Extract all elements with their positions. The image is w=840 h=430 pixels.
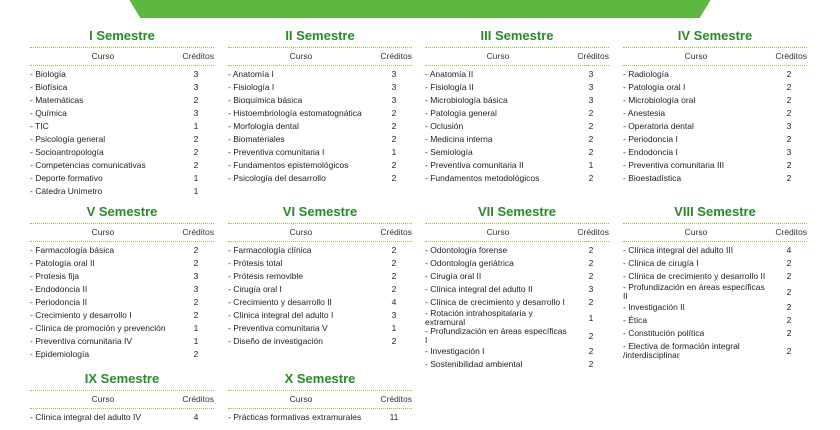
course-credits: 2 — [588, 359, 594, 369]
course-name: - Deporte formativo — [30, 173, 103, 183]
dotted-divider — [30, 47, 214, 48]
course-row — [623, 133, 807, 146]
course-name: - Odontología geriátrica — [425, 258, 514, 268]
course-row — [228, 68, 412, 81]
course-credits: 2 — [391, 336, 397, 346]
course-credits: 2 — [193, 134, 199, 144]
semester-block — [623, 27, 807, 185]
column-course-header: Curso — [684, 51, 708, 61]
course-row — [228, 107, 412, 120]
course-row — [623, 244, 807, 257]
column-credits-header: Créditos — [380, 227, 412, 237]
course-row — [30, 146, 214, 159]
course-row — [425, 270, 609, 283]
course-name: - Periodoncia II — [30, 297, 88, 307]
course-name: - Clínica integral del adulto I — [228, 310, 334, 320]
semester-block — [425, 203, 609, 371]
course-credits: 3 — [786, 147, 792, 157]
course-credits: 2 — [588, 297, 594, 307]
column-credits-header: Créditos — [380, 51, 412, 61]
course-row — [30, 257, 214, 270]
course-row — [623, 327, 807, 340]
course-row — [228, 94, 412, 107]
course-credits: 2 — [786, 328, 792, 338]
course-credits: 2 — [588, 121, 594, 131]
course-credits: 2 — [786, 95, 792, 105]
course-row — [425, 283, 609, 296]
course-name: - Prótesis removible — [228, 271, 304, 281]
course-row — [425, 257, 609, 270]
course-credits: 2 — [786, 134, 792, 144]
course-row — [30, 94, 214, 107]
header-banner — [116, 0, 724, 18]
course-name: - Clínica de promoción y prevención — [30, 323, 166, 333]
course-name: - Constitución política — [623, 328, 705, 338]
column-credits-header: Créditos — [182, 394, 214, 404]
course-credits: 3 — [391, 310, 397, 320]
course-credits: 1 — [391, 323, 397, 333]
course-row — [623, 68, 807, 81]
course-credits: 3 — [588, 284, 594, 294]
course-name: - Preventiva comunitaria IV — [30, 336, 133, 346]
dotted-divider — [30, 408, 214, 409]
course-row — [30, 296, 214, 309]
course-name: - Química — [30, 108, 67, 118]
column-course-header: Curso — [289, 227, 313, 237]
course-credits: 2 — [786, 286, 792, 297]
course-row — [228, 81, 412, 94]
course-name: - Epidemiología — [30, 349, 90, 359]
dotted-divider — [30, 223, 214, 224]
dotted-divider — [30, 241, 214, 242]
dotted-divider — [623, 47, 807, 48]
dotted-divider — [30, 390, 214, 391]
course-row — [623, 314, 807, 327]
course-name: - Radiología — [623, 69, 669, 79]
column-credits-header: Créditos — [577, 227, 609, 237]
course-row — [623, 120, 807, 133]
course-credits: 1 — [193, 121, 199, 131]
table-header — [425, 226, 609, 239]
course-row — [623, 146, 807, 159]
course-name: - Bioestadística — [623, 173, 682, 183]
course-name: - Preventiva comunitaria III — [623, 160, 725, 170]
course-credits: 2 — [193, 147, 199, 157]
course-name: - Psicología general — [30, 134, 106, 144]
column-course-header: Curso — [289, 51, 313, 61]
semester-title: X Semestre — [284, 371, 356, 386]
course-name: - Clínica de crecimiento y desarrollo I — [425, 297, 565, 307]
course-credits: 3 — [391, 95, 397, 105]
course-name: - Microbiología oral — [623, 95, 696, 105]
course-credits: 3 — [786, 121, 792, 131]
course-name: - Endodoncia I — [623, 147, 678, 157]
course-name: - Fisiología II — [425, 82, 474, 92]
course-name: - Investigación II — [623, 302, 685, 312]
course-credits: 2 — [588, 173, 594, 183]
course-row — [425, 358, 609, 371]
column-course-header: Curso — [91, 394, 115, 404]
course-name: - Patología oral II — [30, 258, 95, 268]
course-row — [228, 120, 412, 133]
course-credits: 2 — [391, 258, 397, 268]
semester-title: VIII Semestre — [674, 204, 756, 219]
course-name: - Ética — [623, 315, 648, 325]
course-credits: 3 — [588, 82, 594, 92]
course-name: - Farmacología básica — [30, 245, 115, 255]
course-row — [425, 159, 609, 172]
course-row — [30, 283, 214, 296]
course-credits: 2 — [588, 346, 594, 356]
table-header — [425, 50, 609, 63]
course-row — [623, 81, 807, 94]
course-row — [228, 146, 412, 159]
semester-title: III Semestre — [480, 28, 554, 43]
course-name: - Anatomía II — [425, 69, 474, 79]
course-row — [623, 301, 807, 314]
column-course-header: Curso — [91, 227, 115, 237]
semester-block — [30, 27, 214, 198]
semester-title: V Semestre — [86, 204, 158, 219]
course-credits: 2 — [786, 315, 792, 325]
column-course-header: Curso — [289, 394, 313, 404]
course-row — [425, 81, 609, 94]
course-row — [228, 244, 412, 257]
course-name: - Morfología dental — [228, 121, 299, 131]
course-row — [30, 172, 214, 185]
table-header — [30, 226, 214, 239]
course-name: - Competencias comunicativas — [30, 160, 146, 170]
column-course-header: Curso — [486, 227, 510, 237]
course-row — [425, 309, 609, 327]
course-credits: 1 — [193, 323, 199, 333]
course-credits: 2 — [786, 108, 792, 118]
column-credits-header: Créditos — [182, 227, 214, 237]
course-credits: 2 — [391, 160, 397, 170]
course-credits: 2 — [391, 108, 397, 118]
course-credits: 2 — [786, 160, 792, 170]
course-credits: 1 — [588, 312, 594, 323]
course-row — [623, 340, 807, 362]
course-credits: 2 — [193, 297, 199, 307]
course-name: - Patología general — [425, 108, 497, 118]
course-row — [30, 120, 214, 133]
course-row — [425, 244, 609, 257]
dotted-divider — [623, 241, 807, 242]
course-name: - Biofísica — [30, 82, 68, 92]
column-credits-header: Créditos — [182, 51, 214, 61]
course-row — [623, 283, 807, 301]
course-name: - Endodoncia II — [30, 284, 88, 294]
course-name: - Clínica integral del adulto III — [623, 245, 734, 255]
course-credits: 2 — [588, 330, 594, 341]
course-credits: 2 — [588, 108, 594, 118]
course-credits: 2 — [786, 345, 792, 356]
course-credits: 2 — [588, 258, 594, 268]
course-row — [30, 322, 214, 335]
course-row — [228, 257, 412, 270]
course-row — [623, 159, 807, 172]
dotted-divider — [425, 223, 609, 224]
course-credits: 1 — [588, 160, 594, 170]
course-name: - Microbiología básica — [425, 95, 508, 105]
course-credits: 2 — [193, 245, 199, 255]
course-credits: 3 — [391, 82, 397, 92]
course-credits: 2 — [588, 134, 594, 144]
course-name: - Fundamentos metodológicos — [425, 173, 540, 183]
course-name: - Biología — [30, 69, 66, 79]
course-credits: 1 — [391, 147, 397, 157]
dotted-divider — [228, 47, 412, 48]
course-row — [425, 146, 609, 159]
course-credits: 2 — [588, 271, 594, 281]
course-credits: 2 — [193, 349, 199, 359]
course-credits: 1 — [193, 173, 199, 183]
course-row — [623, 172, 807, 185]
semester-title: IX Semestre — [84, 371, 160, 386]
course-row — [30, 68, 214, 81]
course-row — [30, 335, 214, 348]
course-credits: 2 — [786, 271, 792, 281]
course-credits: 2 — [391, 284, 397, 294]
course-name: - Histoembriología estomatognática — [228, 108, 362, 118]
course-credits: 2 — [193, 310, 199, 320]
course-name: - Fisiología I — [228, 82, 275, 92]
course-row — [228, 309, 412, 322]
course-row — [30, 133, 214, 146]
course-name: - Prótesis total — [228, 258, 283, 268]
dotted-divider — [30, 65, 214, 66]
course-credits: 2 — [391, 121, 397, 131]
table-header — [623, 226, 807, 239]
course-credits: 2 — [786, 258, 792, 268]
course-name: - Cátedra Unimetro — [30, 186, 103, 196]
course-row — [425, 172, 609, 185]
semester-title: VII Semestre — [477, 204, 557, 219]
dotted-divider — [425, 65, 609, 66]
course-credits: 4 — [786, 245, 792, 255]
course-row — [30, 270, 214, 283]
course-row — [30, 309, 214, 322]
course-row — [425, 345, 609, 358]
course-name: - Preventiva comunitaria II — [425, 160, 524, 170]
course-name: - Clínica integral del adulto II — [425, 284, 533, 294]
semester-title: I Semestre — [89, 28, 155, 43]
semester-title: IV Semestre — [677, 28, 753, 43]
course-credits: 3 — [588, 69, 594, 79]
course-name: - Oclusión — [425, 121, 464, 131]
course-credits: 2 — [391, 271, 397, 281]
course-credits: 3 — [391, 69, 397, 79]
dotted-divider — [623, 65, 807, 66]
course-name: - Anatomía I — [228, 69, 274, 79]
course-row — [30, 159, 214, 172]
course-name: - Investigación I — [425, 346, 485, 356]
course-row — [425, 133, 609, 146]
course-row — [228, 270, 412, 283]
column-credits-header: Créditos — [577, 51, 609, 61]
course-name: - Rotación intrahospitalaria y extramural — [425, 308, 533, 327]
course-credits: 1 — [193, 336, 199, 346]
course-row — [425, 327, 609, 345]
course-credits: 2 — [193, 160, 199, 170]
course-credits: 4 — [391, 297, 397, 307]
course-credits: 2 — [786, 69, 792, 79]
course-row — [425, 68, 609, 81]
course-name: - Matemáticas — [30, 95, 84, 105]
dotted-divider — [228, 241, 412, 242]
course-name: - Prácticas formativas extramurales — [228, 412, 362, 422]
column-credits-header: Créditos — [775, 51, 807, 61]
course-row — [30, 244, 214, 257]
course-name: - Sostenibilidad ambiental — [425, 359, 523, 369]
course-name: - Protesis fija — [30, 271, 80, 281]
column-course-header: Curso — [486, 51, 510, 61]
course-row — [30, 81, 214, 94]
course-name: - Periodoncia I — [623, 134, 678, 144]
course-row — [623, 107, 807, 120]
column-credits-header: Créditos — [380, 394, 412, 404]
dotted-divider — [228, 65, 412, 66]
course-row — [425, 107, 609, 120]
course-name: - Cirugía oral II — [425, 271, 482, 281]
course-name: - Fundamentos epistemológicos — [228, 160, 349, 170]
course-name: - Preventiva comunitaria V — [228, 323, 328, 333]
table-header — [30, 393, 214, 406]
course-credits: 2 — [391, 245, 397, 255]
course-name: - Biomateriales — [228, 134, 285, 144]
course-credits: 1 — [193, 186, 199, 196]
semester-block — [425, 27, 609, 185]
course-name: - Clínica de crecimiento y desarrollo II — [623, 271, 766, 281]
course-row — [228, 322, 412, 335]
course-credits: 3 — [193, 108, 199, 118]
course-credits: 2 — [391, 134, 397, 144]
course-name: - Anestesia — [623, 108, 666, 118]
course-row — [30, 107, 214, 120]
course-credits: 11 — [389, 412, 399, 422]
course-credits: 2 — [786, 82, 792, 92]
course-credits: 3 — [193, 82, 199, 92]
semester-block — [228, 203, 412, 348]
dotted-divider — [425, 241, 609, 242]
course-row — [228, 411, 412, 424]
semester-block — [623, 203, 807, 362]
course-credits: 3 — [588, 95, 594, 105]
table-header — [623, 50, 807, 63]
course-row — [228, 283, 412, 296]
course-row — [425, 120, 609, 133]
dotted-divider — [425, 47, 609, 48]
course-credits: 2 — [588, 147, 594, 157]
course-credits: 3 — [193, 69, 199, 79]
course-name: - Diseño de investigación — [228, 336, 323, 346]
course-row — [228, 133, 412, 146]
course-credits: 4 — [193, 412, 199, 422]
semester-block — [30, 203, 214, 361]
dotted-divider — [623, 223, 807, 224]
course-name: - Medicina interna — [425, 134, 493, 144]
course-name: - Socioantropología — [30, 147, 104, 157]
dotted-divider — [228, 223, 412, 224]
semester-block — [228, 370, 412, 424]
course-name: - Patología oral I — [623, 82, 686, 92]
course-row — [623, 94, 807, 107]
course-name: - Profundización en áreas específicas I — [425, 326, 567, 345]
semester-title: II Semestre — [285, 28, 355, 43]
course-credits: 3 — [193, 284, 199, 294]
course-row — [228, 159, 412, 172]
table-header — [228, 226, 412, 239]
course-name: - Profundización en áreas específicas II — [623, 282, 765, 301]
course-credits: 2 — [391, 173, 397, 183]
course-credits: 2 — [786, 173, 792, 183]
course-row — [228, 335, 412, 348]
semester-block — [30, 370, 214, 424]
course-name: - Electiva de formación integral /interdisciplinar — [623, 341, 740, 360]
semester-title: VI Semestre — [282, 204, 358, 219]
course-credits: 2 — [193, 95, 199, 105]
course-row — [30, 411, 214, 424]
course-name: - Operatoria dental — [623, 121, 694, 131]
course-credits: 2 — [786, 302, 792, 312]
course-name: - Odontología forense — [425, 245, 508, 255]
course-row — [425, 94, 609, 107]
course-row — [30, 185, 214, 198]
course-name: - Farmacología clínica — [228, 245, 312, 255]
course-name: - TIC — [30, 121, 49, 131]
course-name: - Preventiva comunitaria I — [228, 147, 325, 157]
table-header — [30, 50, 214, 63]
course-row — [228, 172, 412, 185]
course-credits: 3 — [193, 271, 199, 281]
table-header — [228, 50, 412, 63]
course-name: - Cirugía oral I — [228, 284, 282, 294]
column-course-header: Curso — [91, 51, 115, 61]
course-name: - Crecimiento y desarrollo II — [228, 297, 332, 307]
course-credits: 2 — [193, 258, 199, 268]
course-name: - Semiología — [425, 147, 473, 157]
course-credits: 2 — [588, 245, 594, 255]
semester-block — [228, 27, 412, 185]
dotted-divider — [228, 390, 412, 391]
course-row — [30, 348, 214, 361]
column-course-header: Curso — [684, 227, 708, 237]
course-name: - Clínica de cirugía I — [623, 258, 699, 268]
dotted-divider — [228, 408, 412, 409]
table-header — [228, 393, 412, 406]
course-name: - Clínica integral del adulto IV — [30, 412, 142, 422]
course-name: - Bioquímica básica — [228, 95, 303, 105]
course-row — [623, 257, 807, 270]
course-row — [228, 296, 412, 309]
column-credits-header: Créditos — [775, 227, 807, 237]
course-name: - Crecimiento y desarrollo I — [30, 310, 132, 320]
course-name: - Psicología del desarrollo — [228, 173, 326, 183]
